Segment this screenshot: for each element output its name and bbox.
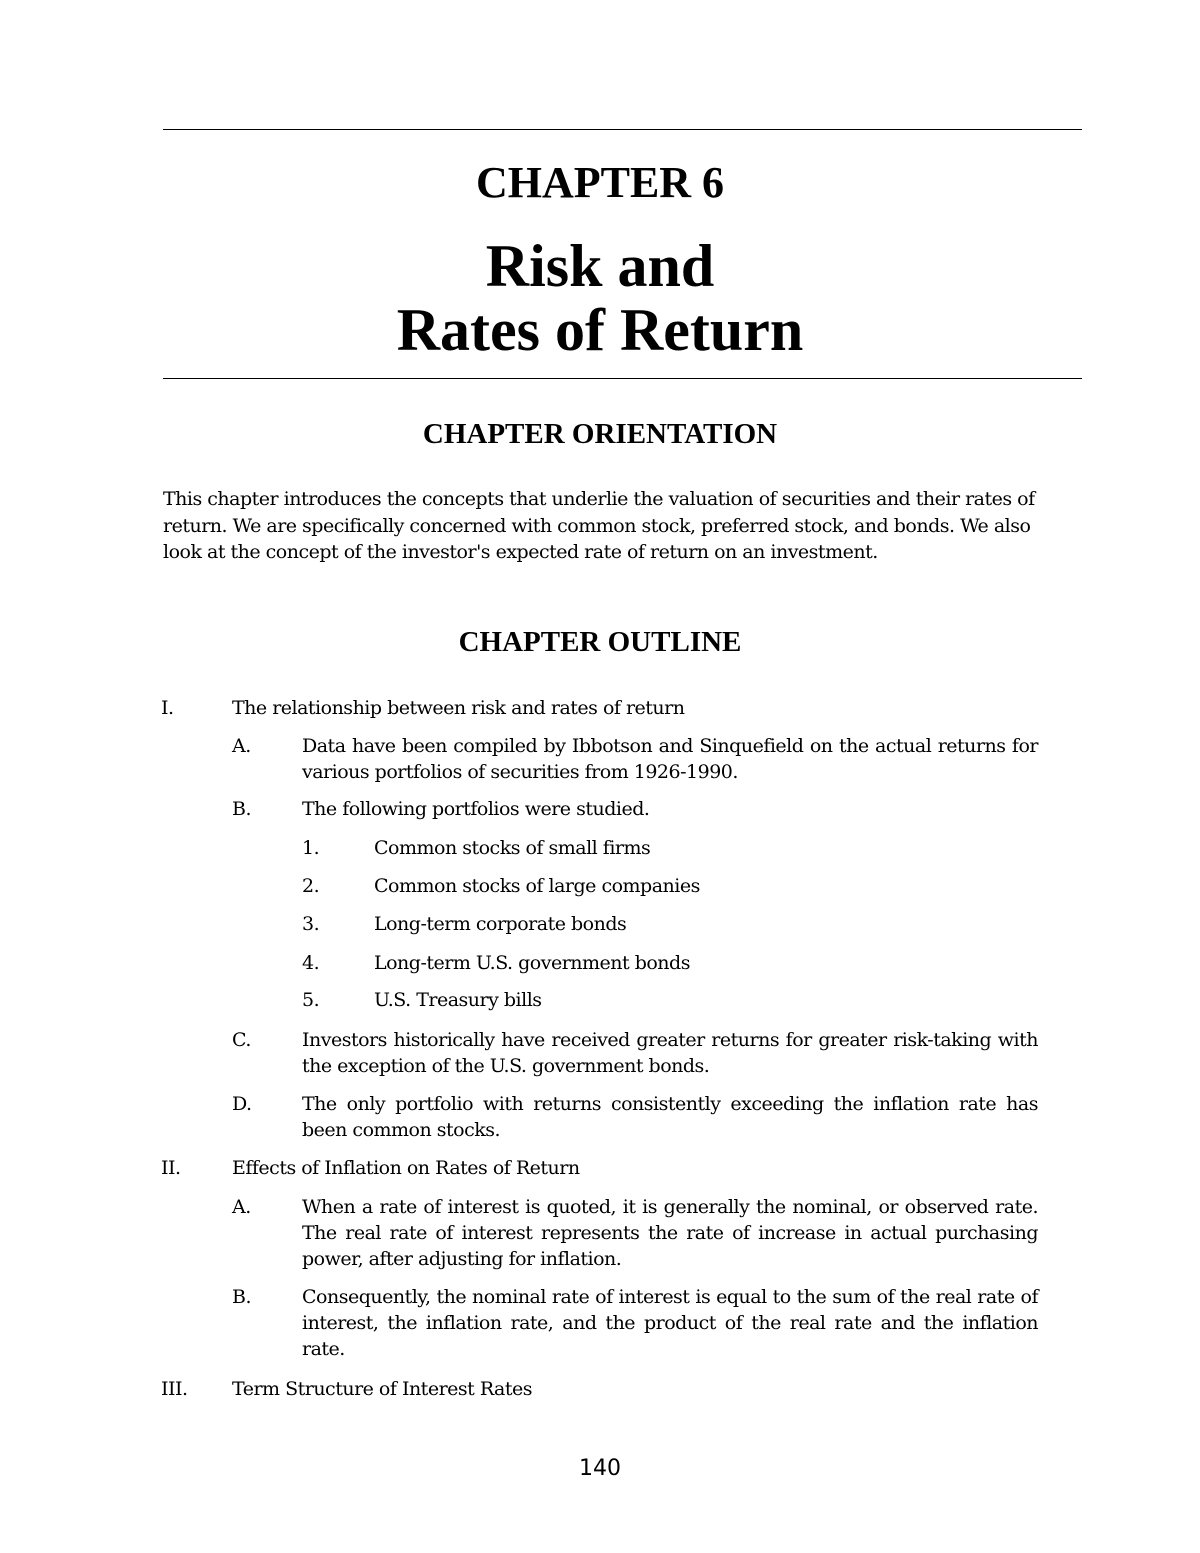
outline-text: Data have been compiled by Ibbotson and Sinquefield on the actual returns for various portfolios of securities from 1926-1990.	[302, 735, 1038, 783]
outline-text: Common stocks of small firms	[374, 837, 651, 859]
outline-marker: III.	[161, 1378, 188, 1400]
outline-marker: A.	[232, 735, 251, 757]
top-rule	[163, 129, 1082, 130]
outline-marker: C.	[232, 1029, 251, 1051]
outline-marker: 4.	[302, 952, 320, 974]
outline-item-I-A	[232, 733, 1038, 785]
page-number: 140	[579, 1456, 621, 1481]
outline-item-II-B	[232, 1284, 1038, 1362]
outline-marker: I.	[161, 697, 174, 719]
outline-marker: 1.	[302, 837, 320, 859]
outline-marker: A.	[232, 1196, 251, 1218]
chapter-title-line-1: Risk and	[485, 233, 715, 299]
outline-item-III	[161, 1376, 1038, 1402]
outline-text: Consequently, the nominal rate of interest is equal to the sum of the real rate of interest, the inflation rate, and the product of the real rate and the inflation rate.	[302, 1286, 1038, 1360]
outline-marker: 3.	[302, 913, 320, 935]
outline-item-I-B	[232, 796, 1038, 822]
outline-item-I-B-4	[302, 950, 1038, 976]
outline-heading: CHAPTER OUTLINE	[458, 626, 742, 658]
outline-text: Long-term corporate bonds	[374, 913, 627, 935]
chapter-title	[0, 234, 1200, 362]
chapter-number: CHAPTER 6	[475, 158, 725, 207]
outline-text: Investors historically have received greater returns for greater risk-taking with the exception of the U.S. government bonds.	[302, 1029, 1038, 1077]
outline-item-I-C	[232, 1027, 1038, 1079]
outline-marker: II.	[161, 1157, 181, 1179]
outline-text: U.S. Treasury bills	[374, 989, 542, 1011]
outline-marker: 5.	[302, 989, 320, 1011]
outline-item-II	[161, 1155, 1038, 1181]
outline-marker: D.	[232, 1093, 252, 1115]
outline-item-I-B-2	[302, 873, 1038, 899]
outline-item-I-B-1	[302, 835, 1038, 861]
outline-item-I-B-3	[302, 911, 1038, 937]
outline-item-I-B-5	[302, 987, 1038, 1013]
chapter-title-line-2: Rates of Return	[396, 297, 804, 363]
outline-text: The only portfolio with returns consistently exceeding the inflation rate has been common stocks.	[302, 1093, 1038, 1141]
outline-text: Effects of Inflation on Rates of Return	[232, 1157, 580, 1179]
outline-text: Term Structure of Interest Rates	[232, 1378, 533, 1400]
outline-text: When a rate of interest is quoted, it is generally the nominal, or observed rate. The real rate of interest represents the rate of increase in actual purchasing power, after adjusting for inflation.	[302, 1196, 1038, 1270]
outline-item-II-A	[232, 1194, 1038, 1272]
outline-text: Common stocks of large companies	[374, 875, 700, 897]
outline-item-I-D	[232, 1091, 1038, 1143]
outline-marker: B.	[232, 1286, 252, 1308]
outline-text: Long-term U.S. government bonds	[374, 952, 690, 974]
orientation-paragraph: This chapter introduces the concepts that underlie the valuation of securities and their rates of return. We are specifically concerned with common stock, preferred stock, and bonds. We also look at the concept of the investor's expected rate of return on an investment.	[163, 488, 1035, 563]
outline-marker: 2.	[302, 875, 320, 897]
outline-item-I	[161, 695, 1038, 721]
outline-marker: B.	[232, 798, 252, 820]
bottom-rule	[163, 378, 1082, 379]
orientation-heading: CHAPTER ORIENTATION	[422, 418, 778, 450]
outline-text: The following portfolios were studied.	[302, 798, 650, 820]
outline-text: The relationship between risk and rates of return	[232, 697, 685, 719]
